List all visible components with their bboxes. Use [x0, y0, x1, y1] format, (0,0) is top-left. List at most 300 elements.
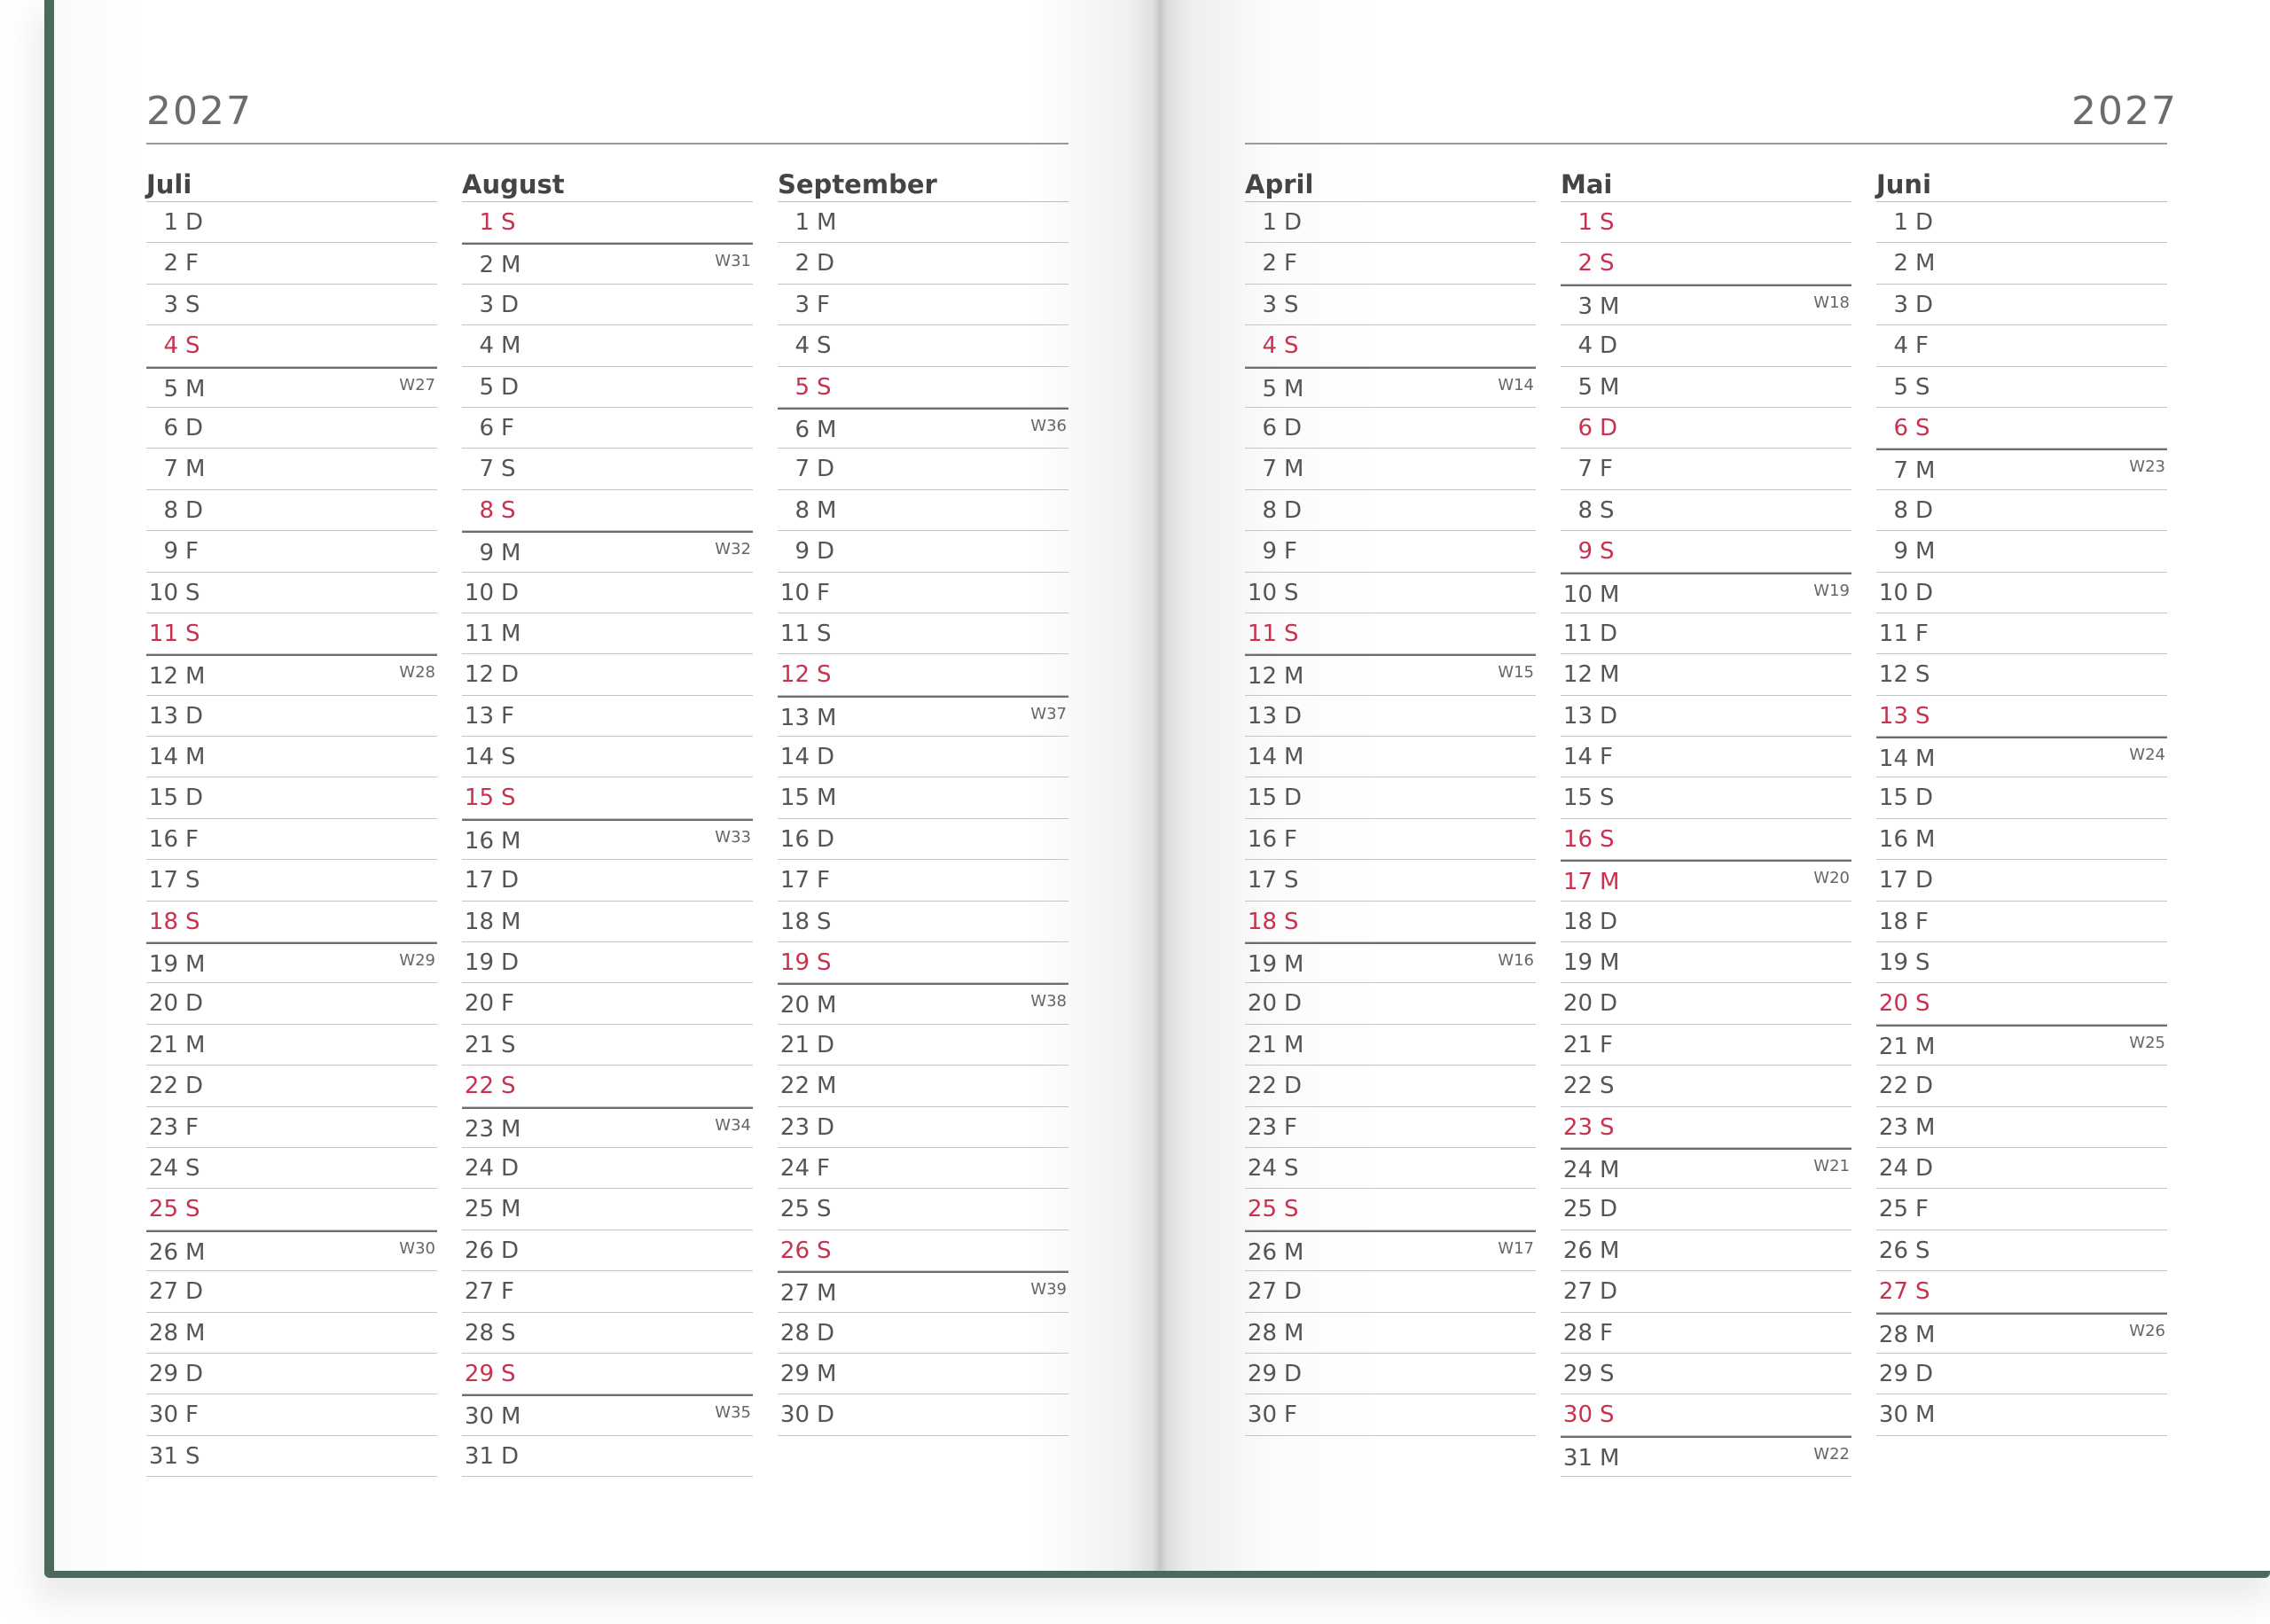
- weekday-letter: M: [1915, 538, 1936, 566]
- weekday-letter: F: [1915, 908, 1929, 935]
- day-row: [1245, 1394, 1536, 1435]
- day-row: [778, 531, 1068, 572]
- weekday-letter: M: [1284, 1319, 1304, 1347]
- weekday-letter: M: [1284, 1031, 1304, 1058]
- day-row: [778, 1189, 1068, 1230]
- weekday-letter: F: [185, 1113, 199, 1141]
- day-number: 30: [1247, 1401, 1277, 1429]
- day-number: 25: [1878, 1196, 1908, 1223]
- day-row: [778, 654, 1068, 695]
- day-number: 23: [1247, 1113, 1277, 1141]
- day-row: [1561, 573, 1851, 613]
- day-row: [462, 1230, 753, 1271]
- day-number: 17: [779, 867, 810, 894]
- weekday-letter: M: [501, 908, 521, 935]
- day-row: [146, 613, 437, 654]
- day-row: [462, 408, 753, 449]
- day-number: 18: [779, 908, 810, 935]
- day-number: 22: [1247, 1073, 1277, 1100]
- weekday-letter: D: [1600, 1196, 1618, 1223]
- weekday-letter: D: [817, 250, 835, 277]
- day-row: [778, 1107, 1068, 1148]
- weekday-letter: M: [501, 827, 521, 855]
- weekday-letter: D: [501, 867, 520, 894]
- day-number: 26: [148, 1238, 178, 1266]
- day-row: [1876, 1394, 2167, 1435]
- weekday-letter: D: [1284, 414, 1303, 441]
- day-number: 8: [794, 496, 810, 524]
- day-row: [146, 243, 437, 284]
- weekday-letter: M: [1284, 744, 1304, 771]
- month-name: Juli: [146, 167, 437, 202]
- day-number: 27: [1562, 1278, 1593, 1306]
- weekday-letter: D: [1915, 867, 1934, 894]
- day-number: 28: [1878, 1321, 1908, 1348]
- week-number: W39: [1030, 1280, 1067, 1300]
- day-row: [1245, 613, 1536, 654]
- day-number: 28: [1247, 1319, 1277, 1347]
- day-number: 3: [794, 291, 810, 318]
- day-row: [146, 777, 437, 818]
- day-number: 13: [779, 704, 810, 731]
- day-row: [1561, 1107, 1851, 1148]
- day-row: [462, 285, 753, 325]
- day-row: [778, 490, 1068, 531]
- day-number: 1: [794, 209, 810, 236]
- day-row: [778, 860, 1068, 901]
- weekday-letter: S: [817, 332, 832, 360]
- day-number: 20: [464, 990, 494, 1018]
- weekday-letter: S: [817, 661, 832, 689]
- week-number: W32: [715, 540, 751, 559]
- day-row: [778, 285, 1068, 325]
- day-row: [1561, 325, 1851, 366]
- weekday-letter: M: [1915, 1113, 1936, 1141]
- day-number: 13: [1878, 702, 1908, 730]
- day-number: 15: [148, 785, 178, 812]
- weekday-letter: D: [185, 414, 204, 441]
- weekday-letter: S: [501, 456, 516, 483]
- day-number: 6: [1893, 414, 1908, 441]
- day-number: 4: [163, 332, 178, 360]
- day-row: [146, 1271, 437, 1312]
- weekday-letter: M: [185, 1238, 206, 1266]
- day-row: [1876, 573, 2167, 613]
- day-row: [1876, 902, 2167, 942]
- day-number: 27: [464, 1278, 494, 1306]
- day-number: 10: [779, 579, 810, 606]
- weekday-letter: S: [1600, 1073, 1615, 1100]
- day-row: [146, 902, 437, 942]
- weekday-letter: D: [1915, 496, 1934, 524]
- weekday-letter: S: [1600, 250, 1615, 277]
- day-row: [778, 573, 1068, 613]
- weekday-letter: F: [1600, 744, 1613, 771]
- weekday-letter: D: [1600, 332, 1618, 360]
- day-number: 1: [1577, 209, 1593, 236]
- day-number: 14: [1878, 746, 1908, 773]
- day-number: 19: [464, 949, 494, 977]
- day-row: [1245, 202, 1536, 243]
- weekday-letter: F: [1915, 1196, 1929, 1223]
- day-row: [1561, 449, 1851, 489]
- week-number: W36: [1030, 416, 1067, 435]
- weekday-letter: S: [1284, 620, 1299, 647]
- weekday-letter: F: [817, 867, 830, 894]
- day-number: 19: [1878, 949, 1908, 977]
- day-number: 18: [464, 908, 494, 935]
- day-number: 25: [779, 1196, 810, 1223]
- weekday-letter: M: [185, 663, 206, 691]
- weekday-letter: S: [185, 908, 200, 935]
- day-number: 3: [1262, 291, 1277, 318]
- weekday-letter: M: [501, 540, 521, 567]
- day-row: [146, 531, 437, 572]
- weekday-letter: D: [1284, 1278, 1303, 1306]
- day-row: [462, 1313, 753, 1354]
- day-row: [1561, 819, 1851, 860]
- day-row: [778, 777, 1068, 818]
- day-number: 16: [779, 825, 810, 853]
- month-name: Mai: [1561, 167, 1851, 202]
- week-number: W37: [1030, 704, 1067, 723]
- day-list: [1245, 202, 1536, 1436]
- day-row: [146, 1107, 437, 1148]
- day-row: [1876, 1230, 2167, 1271]
- weekday-letter: D: [1600, 908, 1618, 935]
- weekday-letter: D: [817, 744, 835, 771]
- weekday-letter: S: [1600, 785, 1615, 812]
- day-row: [1876, 737, 2167, 777]
- weekday-letter: D: [185, 785, 204, 812]
- day-row: [462, 860, 753, 901]
- weekday-letter: M: [1600, 1156, 1620, 1183]
- day-number: 9: [163, 538, 178, 566]
- day-number: 26: [464, 1237, 494, 1264]
- day-number: 26: [1562, 1237, 1593, 1264]
- day-row: [146, 1394, 437, 1435]
- day-number: 21: [1878, 1033, 1908, 1060]
- weekday-letter: F: [1284, 250, 1297, 277]
- day-number: 21: [1247, 1031, 1277, 1058]
- weekday-letter: S: [185, 1154, 200, 1182]
- day-number: 9: [1262, 538, 1277, 566]
- weekday-letter: F: [817, 579, 830, 606]
- day-row: [1561, 408, 1851, 449]
- day-row: [146, 696, 437, 737]
- day-number: 30: [1562, 1401, 1593, 1429]
- day-row: [1245, 860, 1536, 901]
- weekday-letter: M: [817, 704, 837, 731]
- weekday-letter: D: [1600, 702, 1618, 730]
- week-number: W15: [1498, 663, 1534, 683]
- day-number: 16: [1562, 825, 1593, 853]
- day-row: [778, 1025, 1068, 1066]
- day-row: [1561, 902, 1851, 942]
- day-number: 7: [1893, 457, 1908, 485]
- week-number: W22: [1813, 1444, 1850, 1464]
- day-row: [778, 613, 1068, 654]
- day-number: 25: [148, 1196, 178, 1223]
- week-number: W25: [2129, 1033, 2165, 1052]
- weekday-letter: D: [185, 209, 204, 236]
- day-row: [146, 983, 437, 1024]
- day-row: [462, 819, 753, 860]
- day-row: [462, 449, 753, 489]
- day-row: [1245, 1025, 1536, 1066]
- weekday-letter: S: [1284, 291, 1299, 318]
- weekday-letter: M: [1284, 1238, 1304, 1266]
- day-number: 22: [464, 1073, 494, 1100]
- day-row: [1876, 531, 2167, 572]
- day-number: 2: [794, 250, 810, 277]
- weekday-letter: M: [817, 496, 837, 524]
- right-page-year: 2027: [2071, 89, 2178, 134]
- weekday-letter: D: [185, 1360, 204, 1387]
- weekday-letter: F: [1915, 620, 1929, 647]
- day-row: [146, 1025, 437, 1066]
- day-number: 14: [148, 744, 178, 771]
- week-number: W31: [715, 252, 751, 271]
- day-number: 17: [464, 867, 494, 894]
- day-number: 29: [464, 1360, 494, 1387]
- day-list: [462, 202, 753, 1477]
- weekday-letter: F: [1284, 1113, 1297, 1141]
- weekday-letter: S: [501, 1073, 516, 1100]
- day-row: [1876, 202, 2167, 243]
- day-number: 8: [1577, 496, 1593, 524]
- week-number: W30: [399, 1238, 435, 1258]
- day-number: 12: [779, 661, 810, 689]
- day-row: [1245, 367, 1536, 408]
- day-number: 31: [148, 1442, 178, 1470]
- weekday-letter: D: [185, 496, 204, 524]
- weekday-letter: S: [1284, 908, 1299, 935]
- day-row: [1876, 1107, 2167, 1148]
- day-number: 8: [1893, 496, 1908, 524]
- day-number: 27: [1878, 1278, 1908, 1306]
- week-number: W27: [399, 375, 435, 394]
- day-number: 12: [1562, 661, 1593, 689]
- weekday-letter: D: [185, 1278, 204, 1306]
- weekday-letter: S: [1600, 209, 1615, 236]
- weekday-letter: D: [1284, 702, 1303, 730]
- month-name: August: [462, 167, 753, 202]
- day-number: 29: [1247, 1360, 1277, 1387]
- day-row: [146, 408, 437, 449]
- weekday-letter: M: [501, 1403, 521, 1431]
- day-number: 12: [1247, 663, 1277, 691]
- day-number: 4: [794, 332, 810, 360]
- day-number: 23: [1562, 1113, 1593, 1141]
- day-row: [462, 325, 753, 366]
- day-number: 10: [464, 579, 494, 606]
- day-number: 17: [148, 867, 178, 894]
- week-number: W24: [2129, 746, 2165, 765]
- day-row: [462, 654, 753, 695]
- day-row: [462, 1394, 753, 1435]
- day-number: 15: [1878, 785, 1908, 812]
- day-number: 20: [1562, 990, 1593, 1018]
- weekday-letter: M: [501, 332, 521, 360]
- day-number: 11: [148, 620, 178, 647]
- weekday-letter: S: [817, 1196, 832, 1223]
- day-row: [1876, 696, 2167, 737]
- day-number: 26: [1247, 1238, 1277, 1266]
- day-number: 11: [464, 620, 494, 647]
- weekday-letter: D: [1284, 496, 1303, 524]
- day-row: [462, 1271, 753, 1312]
- day-number: 28: [464, 1319, 494, 1347]
- day-row: [462, 902, 753, 942]
- day-number: 18: [1878, 908, 1908, 935]
- day-row: [462, 367, 753, 408]
- weekday-letter: S: [817, 1237, 832, 1264]
- weekday-letter: D: [1284, 785, 1303, 812]
- day-number: 29: [1878, 1360, 1908, 1387]
- weekday-letter: M: [1284, 951, 1304, 979]
- weekday-letter: D: [1600, 414, 1618, 441]
- day-row: [146, 325, 437, 366]
- day-number: 16: [1247, 825, 1277, 853]
- day-row: [146, 1354, 437, 1394]
- day-number: 7: [794, 456, 810, 483]
- day-row: [1245, 1148, 1536, 1189]
- day-number: 26: [779, 1237, 810, 1264]
- weekday-letter: D: [1284, 209, 1303, 236]
- weekday-letter: M: [1600, 1237, 1620, 1264]
- day-row: [1561, 613, 1851, 654]
- day-number: 16: [148, 825, 178, 853]
- weekday-letter: D: [501, 291, 520, 318]
- day-number: 15: [1247, 785, 1277, 812]
- day-row: [778, 1394, 1068, 1435]
- day-row: [146, 1230, 437, 1271]
- day-number: 20: [1878, 990, 1908, 1018]
- day-number: 5: [794, 373, 810, 401]
- day-row: [1876, 285, 2167, 325]
- weekday-letter: S: [1915, 661, 1930, 689]
- weekday-letter: S: [1284, 579, 1299, 606]
- weekday-letter: D: [1284, 1073, 1303, 1100]
- day-row: [1561, 1066, 1851, 1106]
- week-number: W18: [1813, 293, 1850, 312]
- day-row: [146, 1148, 437, 1189]
- day-row: [1245, 490, 1536, 531]
- day-number: 23: [779, 1113, 810, 1141]
- weekday-letter: S: [1600, 538, 1615, 566]
- weekday-letter: S: [1284, 867, 1299, 894]
- day-row: [146, 1066, 437, 1106]
- weekday-letter: D: [1915, 291, 1934, 318]
- day-number: 14: [779, 744, 810, 771]
- weekday-letter: D: [1915, 1154, 1934, 1182]
- day-number: 11: [1878, 620, 1908, 647]
- day-number: 25: [1562, 1196, 1593, 1223]
- weekday-letter: D: [1284, 1360, 1303, 1387]
- day-number: 24: [779, 1154, 810, 1182]
- weekday-letter: M: [1600, 949, 1620, 977]
- weekday-letter: D: [1915, 579, 1934, 606]
- day-number: 9: [794, 538, 810, 566]
- week-number: W34: [715, 1115, 751, 1135]
- weekday-letter: D: [817, 825, 835, 853]
- day-number: 2: [1577, 250, 1593, 277]
- day-number: 19: [1562, 949, 1593, 977]
- week-number: W35: [715, 1403, 751, 1423]
- day-number: 6: [479, 414, 494, 441]
- weekday-letter: M: [501, 1115, 521, 1143]
- day-number: 11: [779, 620, 810, 647]
- day-number: 5: [1577, 373, 1593, 401]
- day-row: [778, 1230, 1068, 1271]
- day-number: 27: [1247, 1278, 1277, 1306]
- weekday-letter: M: [1600, 661, 1620, 689]
- day-number: 24: [1878, 1154, 1908, 1182]
- day-row: [1561, 860, 1851, 901]
- day-row: [1876, 243, 2167, 284]
- day-row: [778, 902, 1068, 942]
- day-row: [778, 367, 1068, 408]
- day-number: 21: [1562, 1031, 1593, 1058]
- weekday-letter: S: [501, 209, 516, 236]
- day-number: 13: [464, 702, 494, 730]
- weekday-letter: M: [1600, 293, 1620, 320]
- day-number: 19: [1247, 951, 1277, 979]
- weekday-letter: D: [817, 1031, 835, 1058]
- weekday-letter: S: [817, 620, 832, 647]
- day-row: [462, 1066, 753, 1106]
- day-row: [146, 202, 437, 243]
- weekday-letter: F: [817, 291, 830, 318]
- day-number: 14: [1562, 744, 1593, 771]
- day-number: 17: [1247, 867, 1277, 894]
- day-number: 5: [163, 375, 178, 402]
- day-row: [1245, 737, 1536, 777]
- weekday-letter: F: [185, 825, 199, 853]
- weekday-letter: D: [501, 1154, 520, 1182]
- week-number: W16: [1498, 951, 1534, 971]
- day-number: 22: [1562, 1073, 1593, 1100]
- day-number: 22: [148, 1073, 178, 1100]
- weekday-letter: S: [1915, 1237, 1930, 1264]
- day-row: [462, 737, 753, 777]
- month-mai: [1561, 167, 1851, 1477]
- day-number: 9: [1577, 538, 1593, 566]
- left-year-rule: [146, 143, 1068, 144]
- week-number: W21: [1813, 1156, 1850, 1175]
- day-row: [1245, 1107, 1536, 1148]
- weekday-letter: F: [817, 1154, 830, 1182]
- day-row: [1561, 737, 1851, 777]
- day-row: [1245, 983, 1536, 1024]
- day-row: [146, 819, 437, 860]
- day-row: [146, 737, 437, 777]
- day-row: [1561, 1230, 1851, 1271]
- weekday-letter: F: [1284, 1401, 1297, 1429]
- day-row: [1876, 325, 2167, 366]
- weekday-letter: D: [817, 1113, 835, 1141]
- weekday-letter: M: [1600, 869, 1620, 896]
- day-number: 23: [1878, 1113, 1908, 1141]
- weekday-letter: M: [1284, 663, 1304, 691]
- weekday-letter: D: [1915, 1073, 1934, 1100]
- day-row: [1561, 777, 1851, 818]
- weekday-letter: F: [501, 990, 514, 1018]
- day-number: 1: [163, 209, 178, 236]
- day-row: [462, 1189, 753, 1230]
- day-row: [778, 1271, 1068, 1312]
